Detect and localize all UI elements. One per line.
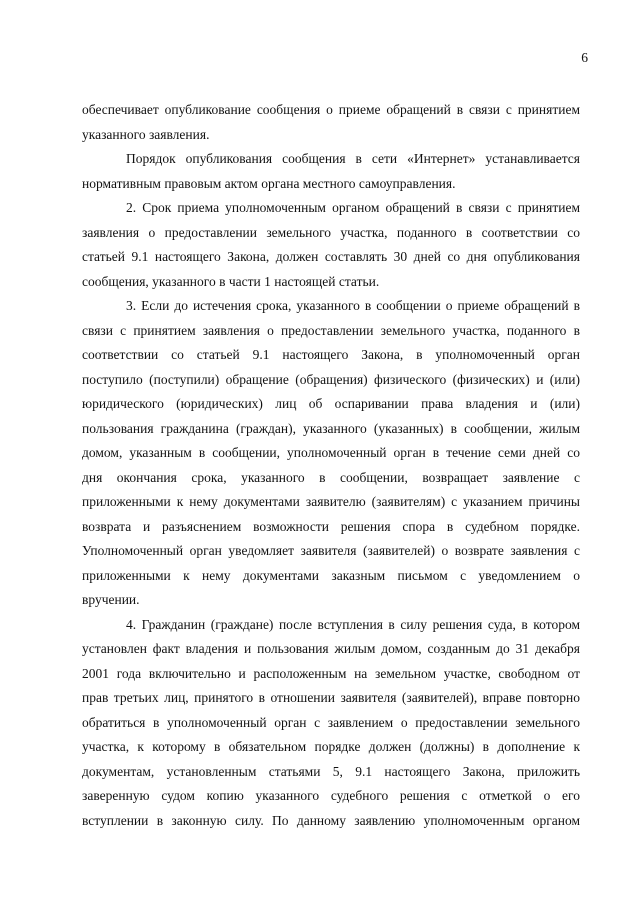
body-text — [82, 98, 580, 833]
text-line: 2. Срок приема уполномоченным органом обращений в связи с принятием — [126, 200, 580, 215]
text-line: соответствии со статьей 9.1 настоящего Закона, в уполномоченный орган — [82, 347, 580, 362]
text-line: прав третьих лиц, принятого в отношении заявителя (заявителей), вправе повторно — [82, 690, 580, 705]
text-line: указанного заявления. — [82, 126, 210, 142]
text-line: обратиться в уполномоченный орган с заявлением о предоставлении земельного — [82, 714, 580, 730]
text-line: 3. Если до истечения срока, указанного в сообщении о приеме обращений в — [126, 298, 580, 313]
text-line: юридического (юридических) лиц об оспаривании права владения и (или) — [82, 396, 580, 411]
text-line: пользования гражданина (граждан), указанного (указанных) в сообщении, жилым — [82, 420, 580, 436]
text-line: 2001 года включительно и расположенным на земельном участке, свободном от — [82, 665, 580, 681]
text-line: 4. Гражданин (граждане) после вступления в силу решения суда, в котором — [126, 616, 580, 632]
text-line: возврата и разъяснением возможности решения спора в судебном порядке. — [82, 518, 580, 534]
text-line: статьей 9.1 настоящего Закона, должен составлять 30 дней со дня опубликования — [82, 249, 580, 264]
text-line: обеспечивает опубликование сообщения о приеме обращений в связи с принятием — [82, 102, 580, 117]
text-line: связи с принятием заявления о предоставлении земельного участка, поданного в — [82, 322, 580, 338]
text-line: заверенную судом копию указанного судебного решения с отметкой о его — [82, 788, 580, 803]
page-number: 6 — [581, 50, 588, 65]
text-line: заявления о предоставлении земельного участка, поданного в соответствии со — [82, 224, 580, 240]
text-line: вручении. — [82, 592, 140, 607]
text-line: Порядок опубликования сообщения в сети «Интернет» устанавливается — [126, 151, 580, 166]
text-line: вступлении в законную силу. По данному заявлению уполномоченным органом — [82, 812, 580, 828]
text-line: приложенными к нему документами заявителю (заявителям) с указанием причины — [82, 494, 580, 509]
text-line: поступило (поступили) обращение (обращения) физического (физических) и (или) — [82, 371, 580, 387]
text-line: участка, к которому в обязательном порядке должен (должны) в дополнение к — [82, 739, 580, 754]
text-line: домом, указанным в сообщении, уполномоченный орган в течение семи дней со — [82, 445, 580, 460]
text-line: документам, установленным статьями 5, 9.1 настоящего Закона, приложить — [82, 763, 580, 779]
text-line: дня окончания срока, указанного в сообщении, возвращает заявление с — [82, 469, 580, 485]
text-line: установлен факт владения и пользования жилым домом, созданным до 31 декабря — [82, 641, 580, 656]
text-line: приложенными к нему документами заказным письмом с уведомлением о — [82, 567, 580, 583]
text-line: Уполномоченный орган уведомляет заявителя (заявителей) о возврате заявления с — [82, 543, 580, 558]
text-line: нормативным правовым актом органа местного самоуправления. — [82, 175, 456, 191]
text-line: сообщения, указанного в части 1 настоящей статьи. — [82, 273, 380, 289]
